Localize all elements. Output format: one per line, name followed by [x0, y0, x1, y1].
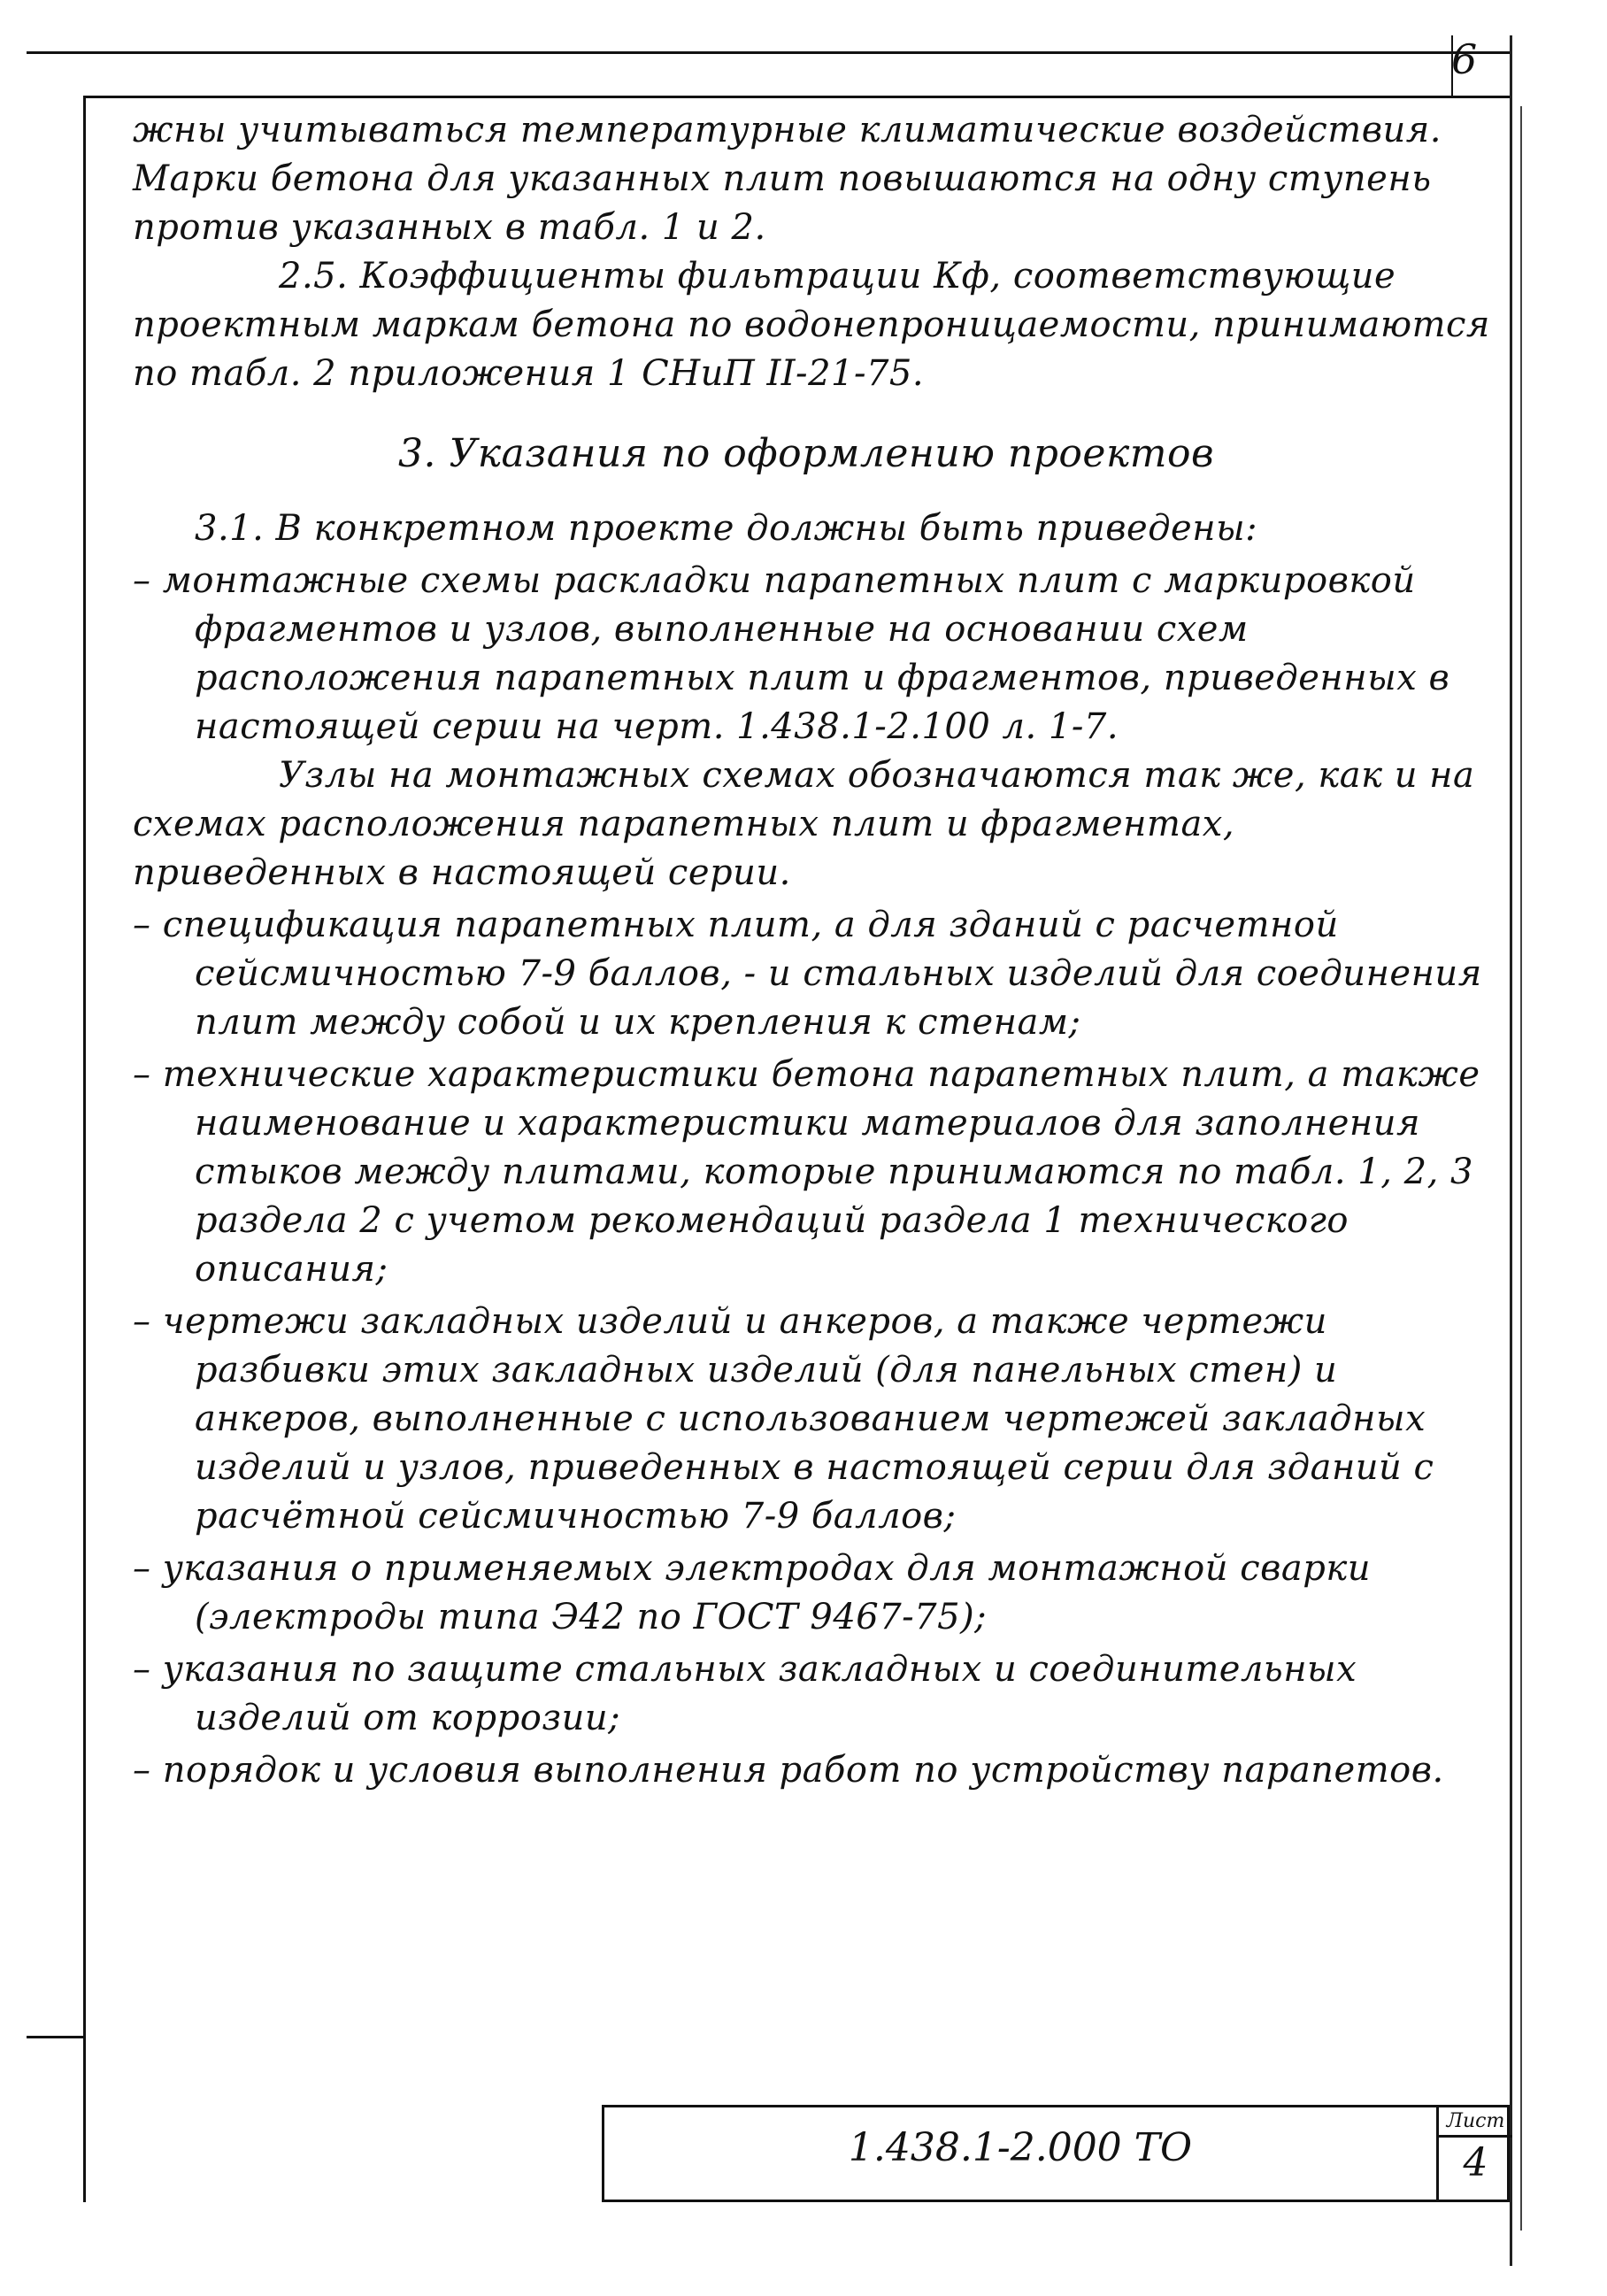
document-body [133, 106, 1496, 1795]
paragraph-continuation: жны учитываться температурные климатические воздействия. Марки бетона для указанных плит повышаются на одну ступень против указанных в табл. 1 и 2. [133, 110, 1442, 248]
sheet-cell-bottom [1451, 96, 1510, 97]
right-border-line [1510, 35, 1512, 2266]
list-item: – чертежи закладных изделий и анкеров, а также чертежи разбивки этих закладных изделий (для панельных стен) и анкеров, выполненные с использованием чертежей закладных изделий и узлов, приведенных в настоящей серии для зданий с расчётной сейсмичностью 7-9 баллов; [133, 1301, 1434, 1537]
sheet-number: 4 [1463, 2140, 1488, 2185]
list-item: – указания по защите стальных закладных и соединительных изделий от коррозии; [133, 1649, 1357, 1738]
sheet-number-top: 6 [1451, 35, 1478, 83]
margin-tick [27, 2036, 85, 2038]
title-block [602, 2105, 1510, 2202]
sheet-cell [1436, 2105, 1512, 2202]
document-code: 1.438.1-2.000 ТО [848, 2125, 1193, 2170]
right-inner-border-line [1520, 106, 1522, 2231]
paragraph-2-5: 2.5. Коэффициенты фильтрации Кф, соответствующие проектным маркам бетона по водонепроницаемости, принимаются по табл. 2 приложения 1 СНиП II-21-75. [133, 256, 1490, 394]
list-item: – указания о применяемых электродах для монтажной сварки (электроды типа Э42 по ГОСТ 9467-75); [133, 1548, 1371, 1637]
paragraph-nodes: Узлы на монтажных схемах обозначаются так же, как и на схемах расположения парапетных плит и фрагментах, приведенных в настоящей серии. [133, 755, 1475, 893]
list-item: – порядок и условия выполнения работ по устройству парапетов. [133, 1750, 1444, 1791]
sheet-label: Лист [1439, 2108, 1512, 2138]
list-item: – монтажные схемы раскладки парапетных плит с маркировкой фрагментов и узлов, выполненные на основании схем расположения парапетных плит и фрагментов, приведенных в настоящей серии на черт. 1.438.1-2.100 л. 1-7. [133, 560, 1450, 747]
top-border-line [27, 51, 1510, 54]
paragraph-3-1: 3.1. В конкретном проекте должны быть приведены: [195, 508, 1258, 549]
list-item: – технические характеристики бетона парапетных плит, а также наименование и характеристики материалов для заполнения стыков между плитами, которые принимаются по табл. 1, 2, 3 раздела 2 с учетом рекомендаций раздела 1 технического описания; [133, 1054, 1480, 1290]
section-heading: 3. Указания по оформлению проектов [398, 431, 1215, 476]
list-item: – спецификация парапетных плит, а для зданий с расчетной сейсмичностью 7-9 баллов, - и стальных изделий для соединения плит между собой и их крепления к стенам; [133, 905, 1482, 1043]
